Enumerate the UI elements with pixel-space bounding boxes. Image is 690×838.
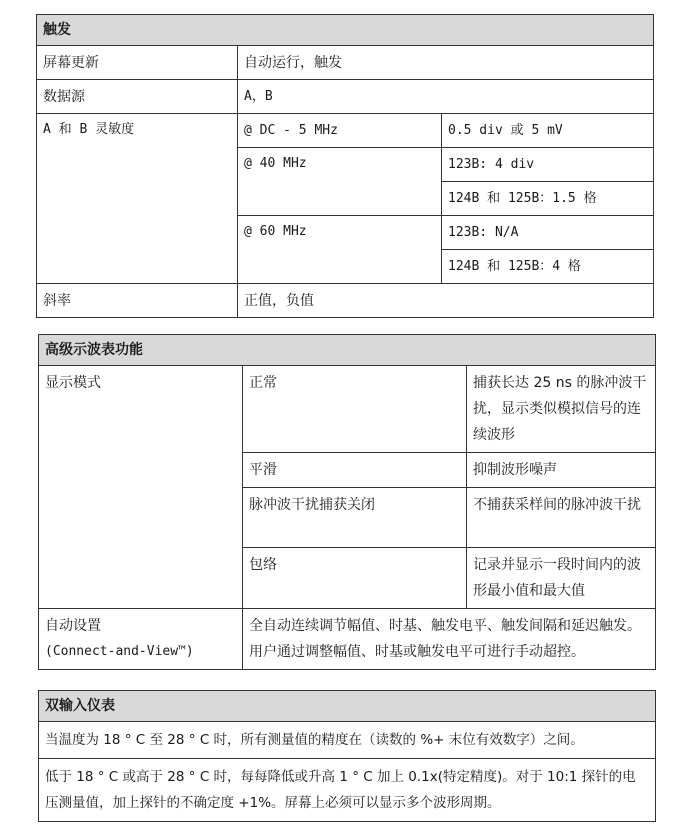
mode-name: 正常 — [243, 366, 467, 453]
mode-name: 包络 — [243, 548, 467, 609]
advanced-functions-table — [38, 334, 656, 670]
screen-update-label: 屏幕更新 — [37, 46, 238, 80]
autoset-sublabel: (Connect-and-View™) — [45, 644, 194, 659]
mode-name: 平滑 — [243, 453, 467, 488]
meter-accuracy-note: 当温度为 18 ° C 至 28 ° C 时，所有测量值的精度在（读数的 %+ 末位有效数字）之间。 — [39, 722, 656, 759]
trigger-header: 触发 — [37, 15, 654, 46]
sensitivity-dc-freq: @ DC - 5 MHz — [238, 114, 442, 148]
screen-update-value: 自动运行，触发 — [238, 46, 654, 80]
display-mode-label: 显示模式 — [39, 366, 243, 609]
meter-temperature-note: 低于 18 ° C 或高于 28 ° C 时，每每降低或升高 1 ° C 加上 0.1x(特定精度)。对于 10:1 探针的电压测量值，加上探针的不确定度 +1%。屏幕上必须可以显示多个波形周期。 — [39, 759, 656, 822]
sensitivity-dc-value: 0.5 div 或 5 mV — [442, 114, 654, 148]
sensitivity-label: A 和 B 灵敏度 — [37, 114, 238, 284]
slope-label: 斜率 — [37, 284, 238, 318]
sensitivity-40mhz-123b: 123B: 4 div — [442, 148, 654, 182]
mode-name: 脉冲波干扰捕获关闭 — [243, 488, 467, 548]
mode-description: 不捕获采样间的脉冲波干扰 — [467, 488, 656, 548]
meter-header: 双输入仪表 — [39, 691, 656, 722]
trigger-spec-table — [36, 14, 654, 318]
slope-value: 正值，负值 — [238, 284, 654, 318]
sensitivity-60mhz-123b: 123B: N/A — [442, 216, 654, 250]
mode-description: 记录并显示一段时间内的波形最小值和最大值 — [467, 548, 656, 609]
source-value: A，B — [238, 80, 654, 114]
sensitivity-60mhz-124b: 124B 和 125B：4 格 — [442, 250, 654, 284]
autoset-label-cell — [39, 609, 243, 670]
dual-input-meter-table — [38, 690, 656, 822]
sensitivity-60mhz-freq: @ 60 MHz — [238, 216, 442, 284]
source-label: 数据源 — [37, 80, 238, 114]
mode-description: 捕获长达 25 ns 的脉冲波干扰，显示类似模拟信号的连续波形 — [467, 366, 656, 453]
mode-description: 抑制波形噪声 — [467, 453, 656, 488]
sensitivity-40mhz-124b: 124B 和 125B：1.5 格 — [442, 182, 654, 216]
sensitivity-40mhz-freq: @ 40 MHz — [238, 148, 442, 216]
advanced-header: 高级示波表功能 — [39, 335, 656, 366]
autoset-description: 全自动连续调节幅值、时基、触发电平、触发间隔和延迟触发。用户通过调整幅值、时基或触发电平可进行手动超控。 — [243, 609, 656, 670]
autoset-label: 自动设置 — [45, 618, 101, 634]
